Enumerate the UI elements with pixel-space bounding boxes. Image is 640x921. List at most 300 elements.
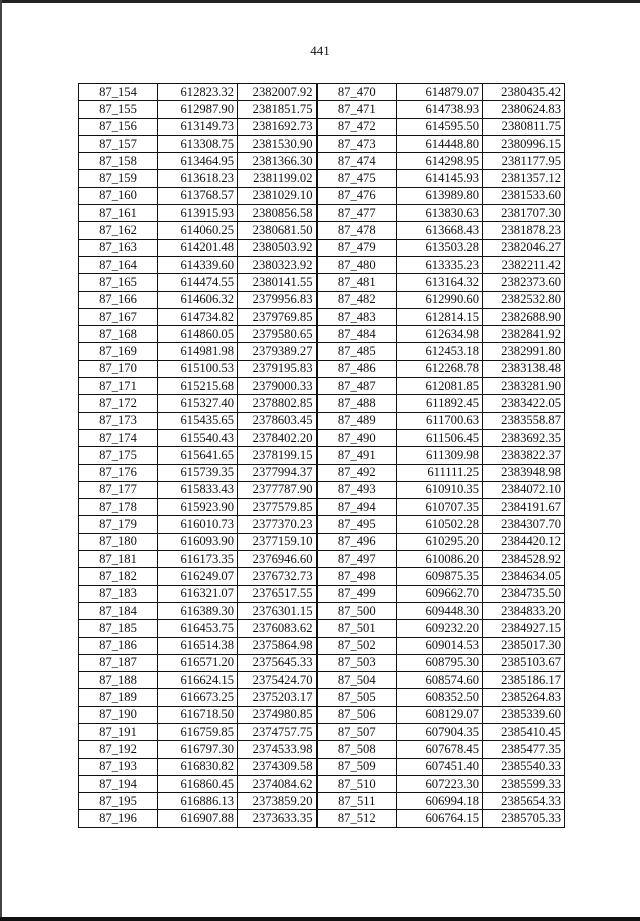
table-row bbox=[79, 499, 565, 516]
point-id-left: 87_170 bbox=[79, 360, 158, 377]
y-coordinate-left: 2377370.23 bbox=[238, 516, 317, 533]
y-coordinate-left: 2375645.33 bbox=[238, 654, 317, 671]
table-row bbox=[79, 153, 565, 170]
table-row bbox=[79, 343, 565, 360]
y-coordinate-left: 2373633.35 bbox=[238, 810, 317, 827]
point-id-right: 87_480 bbox=[317, 256, 397, 273]
point-id-right: 87_506 bbox=[317, 706, 397, 723]
y-coordinate-left: 2380323.92 bbox=[238, 256, 317, 273]
y-coordinate-left: 2378802.85 bbox=[238, 395, 317, 412]
table-row bbox=[79, 187, 565, 204]
point-id-right: 87_486 bbox=[317, 360, 397, 377]
table-row bbox=[79, 395, 565, 412]
table-row bbox=[79, 274, 565, 291]
point-id-left: 87_157 bbox=[79, 135, 158, 152]
x-coordinate-right: 612814.15 bbox=[397, 308, 483, 325]
x-coordinate-right: 607904.35 bbox=[397, 723, 483, 740]
y-coordinate-right: 2382841.92 bbox=[483, 326, 565, 343]
table-row bbox=[79, 481, 565, 498]
y-coordinate-left: 2377787.90 bbox=[238, 481, 317, 498]
y-coordinate-right: 2383948.98 bbox=[483, 464, 565, 481]
point-id-right: 87_490 bbox=[317, 429, 397, 446]
x-coordinate-left: 616673.25 bbox=[158, 689, 238, 706]
point-id-left: 87_190 bbox=[79, 706, 158, 723]
x-coordinate-left: 615100.53 bbox=[158, 360, 238, 377]
point-id-left: 87_154 bbox=[79, 84, 158, 101]
y-coordinate-left: 2374533.98 bbox=[238, 741, 317, 758]
y-coordinate-right: 2381357.12 bbox=[483, 170, 565, 187]
y-coordinate-left: 2376946.60 bbox=[238, 551, 317, 568]
point-id-left: 87_177 bbox=[79, 481, 158, 498]
point-id-right: 87_481 bbox=[317, 274, 397, 291]
table-row bbox=[79, 689, 565, 706]
x-coordinate-right: 608129.07 bbox=[397, 706, 483, 723]
y-coordinate-left: 2378199.15 bbox=[238, 447, 317, 464]
y-coordinate-right: 2380435.42 bbox=[483, 84, 565, 101]
y-coordinate-left: 2379195.83 bbox=[238, 360, 317, 377]
point-id-right: 87_493 bbox=[317, 481, 397, 498]
x-coordinate-left: 614339.60 bbox=[158, 256, 238, 273]
point-id-left: 87_191 bbox=[79, 723, 158, 740]
point-id-left: 87_176 bbox=[79, 464, 158, 481]
point-id-left: 87_193 bbox=[79, 758, 158, 775]
point-id-right: 87_479 bbox=[317, 239, 397, 256]
scan-edge-bottom bbox=[0, 917, 640, 921]
x-coordinate-right: 609875.35 bbox=[397, 568, 483, 585]
x-coordinate-left: 613915.93 bbox=[158, 205, 238, 222]
x-coordinate-left: 614606.32 bbox=[158, 291, 238, 308]
point-id-left: 87_169 bbox=[79, 343, 158, 360]
point-id-right: 87_472 bbox=[317, 118, 397, 135]
x-coordinate-right: 614298.95 bbox=[397, 153, 483, 170]
table-row bbox=[79, 135, 565, 152]
y-coordinate-right: 2383138.48 bbox=[483, 360, 565, 377]
x-coordinate-right: 611892.45 bbox=[397, 395, 483, 412]
table-row bbox=[79, 620, 565, 637]
x-coordinate-right: 614595.50 bbox=[397, 118, 483, 135]
y-coordinate-right: 2382046.27 bbox=[483, 239, 565, 256]
table-row bbox=[79, 723, 565, 740]
y-coordinate-right: 2380624.83 bbox=[483, 101, 565, 118]
x-coordinate-left: 616093.90 bbox=[158, 533, 238, 550]
x-coordinate-left: 612987.90 bbox=[158, 101, 238, 118]
y-coordinate-left: 2377994.37 bbox=[238, 464, 317, 481]
point-id-right: 87_497 bbox=[317, 551, 397, 568]
x-coordinate-right: 612081.85 bbox=[397, 378, 483, 395]
x-coordinate-left: 616797.30 bbox=[158, 741, 238, 758]
x-coordinate-left: 616389.30 bbox=[158, 602, 238, 619]
scan-edge-top bbox=[0, 0, 640, 3]
x-coordinate-left: 615540.43 bbox=[158, 429, 238, 446]
point-id-right: 87_510 bbox=[317, 775, 397, 792]
y-coordinate-right: 2382688.90 bbox=[483, 308, 565, 325]
x-coordinate-right: 613164.32 bbox=[397, 274, 483, 291]
point-id-left: 87_156 bbox=[79, 118, 158, 135]
y-coordinate-left: 2381851.75 bbox=[238, 101, 317, 118]
point-id-right: 87_470 bbox=[317, 84, 397, 101]
x-coordinate-right: 608352.50 bbox=[397, 689, 483, 706]
point-id-right: 87_504 bbox=[317, 672, 397, 689]
x-coordinate-right: 611111.25 bbox=[397, 464, 483, 481]
point-id-right: 87_489 bbox=[317, 412, 397, 429]
y-coordinate-right: 2381177.95 bbox=[483, 153, 565, 170]
y-coordinate-left: 2381366.30 bbox=[238, 153, 317, 170]
x-coordinate-right: 607451.40 bbox=[397, 758, 483, 775]
point-id-left: 87_159 bbox=[79, 170, 158, 187]
y-coordinate-right: 2383822.37 bbox=[483, 447, 565, 464]
y-coordinate-left: 2378402.20 bbox=[238, 429, 317, 446]
x-coordinate-left: 616010.73 bbox=[158, 516, 238, 533]
x-coordinate-right: 613830.63 bbox=[397, 205, 483, 222]
x-coordinate-right: 613503.28 bbox=[397, 239, 483, 256]
x-coordinate-right: 609232.20 bbox=[397, 620, 483, 637]
x-coordinate-left: 614060.25 bbox=[158, 222, 238, 239]
y-coordinate-left: 2381530.90 bbox=[238, 135, 317, 152]
point-id-right: 87_485 bbox=[317, 343, 397, 360]
x-coordinate-left: 614201.48 bbox=[158, 239, 238, 256]
y-coordinate-left: 2373859.20 bbox=[238, 793, 317, 810]
point-id-left: 87_166 bbox=[79, 291, 158, 308]
y-coordinate-right: 2382991.80 bbox=[483, 343, 565, 360]
y-coordinate-right: 2381533.60 bbox=[483, 187, 565, 204]
x-coordinate-left: 615215.68 bbox=[158, 378, 238, 395]
table-row bbox=[79, 585, 565, 602]
y-coordinate-left: 2382007.92 bbox=[238, 84, 317, 101]
x-coordinate-left: 614734.82 bbox=[158, 308, 238, 325]
point-id-left: 87_175 bbox=[79, 447, 158, 464]
point-id-left: 87_184 bbox=[79, 602, 158, 619]
point-id-right: 87_512 bbox=[317, 810, 397, 827]
y-coordinate-right: 2384528.92 bbox=[483, 551, 565, 568]
x-coordinate-right: 614879.07 bbox=[397, 84, 483, 101]
table-row bbox=[79, 84, 565, 101]
point-id-left: 87_174 bbox=[79, 429, 158, 446]
x-coordinate-left: 616886.13 bbox=[158, 793, 238, 810]
x-coordinate-right: 608574.60 bbox=[397, 672, 483, 689]
y-coordinate-right: 2383422.05 bbox=[483, 395, 565, 412]
y-coordinate-right: 2382532.80 bbox=[483, 291, 565, 308]
y-coordinate-left: 2374980.85 bbox=[238, 706, 317, 723]
point-id-right: 87_488 bbox=[317, 395, 397, 412]
y-coordinate-right: 2385017.30 bbox=[483, 637, 565, 654]
y-coordinate-right: 2385103.67 bbox=[483, 654, 565, 671]
x-coordinate-right: 613668.43 bbox=[397, 222, 483, 239]
table-row bbox=[79, 291, 565, 308]
point-id-right: 87_484 bbox=[317, 326, 397, 343]
x-coordinate-right: 610910.35 bbox=[397, 481, 483, 498]
point-id-left: 87_168 bbox=[79, 326, 158, 343]
point-id-right: 87_477 bbox=[317, 205, 397, 222]
y-coordinate-right: 2384735.50 bbox=[483, 585, 565, 602]
point-id-left: 87_196 bbox=[79, 810, 158, 827]
x-coordinate-left: 616571.20 bbox=[158, 654, 238, 671]
y-coordinate-right: 2384420.12 bbox=[483, 533, 565, 550]
y-coordinate-right: 2382211.42 bbox=[483, 256, 565, 273]
y-coordinate-right: 2385264.83 bbox=[483, 689, 565, 706]
table-row bbox=[79, 637, 565, 654]
y-coordinate-right: 2385186.17 bbox=[483, 672, 565, 689]
y-coordinate-left: 2381692.73 bbox=[238, 118, 317, 135]
y-coordinate-left: 2377159.10 bbox=[238, 533, 317, 550]
x-coordinate-right: 610295.20 bbox=[397, 533, 483, 550]
point-id-left: 87_189 bbox=[79, 689, 158, 706]
scan-edge-left bbox=[0, 0, 2, 921]
point-id-left: 87_160 bbox=[79, 187, 158, 204]
point-id-right: 87_499 bbox=[317, 585, 397, 602]
table-row bbox=[79, 464, 565, 481]
x-coordinate-left: 613149.73 bbox=[158, 118, 238, 135]
y-coordinate-left: 2379000.33 bbox=[238, 378, 317, 395]
x-coordinate-right: 609662.70 bbox=[397, 585, 483, 602]
table-row bbox=[79, 758, 565, 775]
point-id-left: 87_163 bbox=[79, 239, 158, 256]
y-coordinate-left: 2379389.27 bbox=[238, 343, 317, 360]
table-row bbox=[79, 516, 565, 533]
x-coordinate-left: 614860.05 bbox=[158, 326, 238, 343]
point-id-left: 87_179 bbox=[79, 516, 158, 533]
point-id-right: 87_474 bbox=[317, 153, 397, 170]
x-coordinate-right: 606764.15 bbox=[397, 810, 483, 827]
point-id-left: 87_161 bbox=[79, 205, 158, 222]
point-id-right: 87_495 bbox=[317, 516, 397, 533]
y-coordinate-left: 2376517.55 bbox=[238, 585, 317, 602]
coordinates-table bbox=[78, 83, 565, 828]
x-coordinate-left: 615435.65 bbox=[158, 412, 238, 429]
point-id-right: 87_498 bbox=[317, 568, 397, 585]
y-coordinate-left: 2380681.50 bbox=[238, 222, 317, 239]
point-id-right: 87_473 bbox=[317, 135, 397, 152]
x-coordinate-left: 612823.32 bbox=[158, 84, 238, 101]
table-row bbox=[79, 118, 565, 135]
y-coordinate-left: 2375864.98 bbox=[238, 637, 317, 654]
table-row bbox=[79, 793, 565, 810]
y-coordinate-right: 2384833.20 bbox=[483, 602, 565, 619]
point-id-right: 87_471 bbox=[317, 101, 397, 118]
x-coordinate-right: 606994.18 bbox=[397, 793, 483, 810]
x-coordinate-right: 611700.63 bbox=[397, 412, 483, 429]
point-id-right: 87_476 bbox=[317, 187, 397, 204]
y-coordinate-left: 2376732.73 bbox=[238, 568, 317, 585]
y-coordinate-left: 2378603.45 bbox=[238, 412, 317, 429]
y-coordinate-right: 2385339.60 bbox=[483, 706, 565, 723]
y-coordinate-right: 2381707.30 bbox=[483, 205, 565, 222]
x-coordinate-left: 616173.35 bbox=[158, 551, 238, 568]
x-coordinate-right: 610707.35 bbox=[397, 499, 483, 516]
point-id-left: 87_165 bbox=[79, 274, 158, 291]
y-coordinate-right: 2383558.87 bbox=[483, 412, 565, 429]
point-id-right: 87_505 bbox=[317, 689, 397, 706]
point-id-left: 87_178 bbox=[79, 499, 158, 516]
table-row bbox=[79, 239, 565, 256]
y-coordinate-right: 2384927.15 bbox=[483, 620, 565, 637]
x-coordinate-right: 612634.98 bbox=[397, 326, 483, 343]
x-coordinate-right: 611506.45 bbox=[397, 429, 483, 446]
table-row bbox=[79, 706, 565, 723]
x-coordinate-left: 616907.88 bbox=[158, 810, 238, 827]
y-coordinate-right: 2382373.60 bbox=[483, 274, 565, 291]
point-id-left: 87_185 bbox=[79, 620, 158, 637]
point-id-right: 87_508 bbox=[317, 741, 397, 758]
y-coordinate-right: 2384307.70 bbox=[483, 516, 565, 533]
x-coordinate-right: 609448.30 bbox=[397, 602, 483, 619]
x-coordinate-right: 613989.80 bbox=[397, 187, 483, 204]
table-row bbox=[79, 378, 565, 395]
x-coordinate-left: 615833.43 bbox=[158, 481, 238, 498]
page-number: 441 bbox=[310, 43, 330, 58]
x-coordinate-right: 612453.18 bbox=[397, 343, 483, 360]
table-row bbox=[79, 308, 565, 325]
y-coordinate-left: 2374084.62 bbox=[238, 775, 317, 792]
point-id-left: 87_181 bbox=[79, 551, 158, 568]
table-row bbox=[79, 568, 565, 585]
y-coordinate-right: 2385599.33 bbox=[483, 775, 565, 792]
point-id-right: 87_475 bbox=[317, 170, 397, 187]
x-coordinate-right: 613335.23 bbox=[397, 256, 483, 273]
table-row bbox=[79, 326, 565, 343]
y-coordinate-right: 2385410.45 bbox=[483, 723, 565, 740]
y-coordinate-left: 2374757.75 bbox=[238, 723, 317, 740]
y-coordinate-left: 2379580.65 bbox=[238, 326, 317, 343]
table-row bbox=[79, 741, 565, 758]
x-coordinate-left: 615923.90 bbox=[158, 499, 238, 516]
y-coordinate-left: 2380503.92 bbox=[238, 239, 317, 256]
table-row bbox=[79, 412, 565, 429]
point-id-left: 87_173 bbox=[79, 412, 158, 429]
y-coordinate-left: 2379956.83 bbox=[238, 291, 317, 308]
x-coordinate-left: 615327.40 bbox=[158, 395, 238, 412]
point-id-right: 87_492 bbox=[317, 464, 397, 481]
y-coordinate-right: 2384191.67 bbox=[483, 499, 565, 516]
point-id-left: 87_162 bbox=[79, 222, 158, 239]
y-coordinate-right: 2384634.05 bbox=[483, 568, 565, 585]
point-id-left: 87_180 bbox=[79, 533, 158, 550]
y-coordinate-right: 2381878.23 bbox=[483, 222, 565, 239]
table-row bbox=[79, 429, 565, 446]
y-coordinate-right: 2385654.33 bbox=[483, 793, 565, 810]
x-coordinate-left: 614474.55 bbox=[158, 274, 238, 291]
x-coordinate-left: 616321.07 bbox=[158, 585, 238, 602]
table-row bbox=[79, 810, 565, 827]
x-coordinate-right: 610502.28 bbox=[397, 516, 483, 533]
point-id-right: 87_507 bbox=[317, 723, 397, 740]
x-coordinate-right: 609014.53 bbox=[397, 637, 483, 654]
x-coordinate-right: 610086.20 bbox=[397, 551, 483, 568]
y-coordinate-right: 2383692.35 bbox=[483, 429, 565, 446]
coordinates-table-body bbox=[79, 84, 565, 828]
y-coordinate-left: 2381029.10 bbox=[238, 187, 317, 204]
table-row bbox=[79, 101, 565, 118]
point-id-left: 87_171 bbox=[79, 378, 158, 395]
y-coordinate-left: 2379769.85 bbox=[238, 308, 317, 325]
x-coordinate-right: 614738.93 bbox=[397, 101, 483, 118]
point-id-left: 87_195 bbox=[79, 793, 158, 810]
x-coordinate-right: 607223.30 bbox=[397, 775, 483, 792]
point-id-left: 87_182 bbox=[79, 568, 158, 585]
x-coordinate-right: 612990.60 bbox=[397, 291, 483, 308]
table-row bbox=[79, 672, 565, 689]
table-row bbox=[79, 533, 565, 550]
point-id-right: 87_478 bbox=[317, 222, 397, 239]
table-row bbox=[79, 602, 565, 619]
y-coordinate-left: 2380141.55 bbox=[238, 274, 317, 291]
table-row bbox=[79, 447, 565, 464]
x-coordinate-left: 614981.98 bbox=[158, 343, 238, 360]
x-coordinate-right: 607678.45 bbox=[397, 741, 483, 758]
x-coordinate-right: 614448.80 bbox=[397, 135, 483, 152]
x-coordinate-right: 611309.98 bbox=[397, 447, 483, 464]
y-coordinate-right: 2384072.10 bbox=[483, 481, 565, 498]
x-coordinate-left: 616624.15 bbox=[158, 672, 238, 689]
table-row bbox=[79, 205, 565, 222]
point-id-left: 87_192 bbox=[79, 741, 158, 758]
x-coordinate-left: 615641.65 bbox=[158, 447, 238, 464]
point-id-left: 87_187 bbox=[79, 654, 158, 671]
x-coordinate-left: 613464.95 bbox=[158, 153, 238, 170]
x-coordinate-left: 616759.85 bbox=[158, 723, 238, 740]
table-row bbox=[79, 256, 565, 273]
y-coordinate-right: 2383281.90 bbox=[483, 378, 565, 395]
x-coordinate-left: 613308.75 bbox=[158, 135, 238, 152]
y-coordinate-right: 2385705.33 bbox=[483, 810, 565, 827]
y-coordinate-left: 2375424.70 bbox=[238, 672, 317, 689]
point-id-right: 87_500 bbox=[317, 602, 397, 619]
point-id-left: 87_172 bbox=[79, 395, 158, 412]
point-id-left: 87_158 bbox=[79, 153, 158, 170]
y-coordinate-right: 2385477.35 bbox=[483, 741, 565, 758]
x-coordinate-left: 616830.82 bbox=[158, 758, 238, 775]
x-coordinate-left: 616860.45 bbox=[158, 775, 238, 792]
point-id-right: 87_494 bbox=[317, 499, 397, 516]
x-coordinate-left: 613768.57 bbox=[158, 187, 238, 204]
point-id-left: 87_186 bbox=[79, 637, 158, 654]
x-coordinate-left: 613618.23 bbox=[158, 170, 238, 187]
point-id-right: 87_511 bbox=[317, 793, 397, 810]
y-coordinate-right: 2380996.15 bbox=[483, 135, 565, 152]
x-coordinate-right: 612268.78 bbox=[397, 360, 483, 377]
point-id-right: 87_503 bbox=[317, 654, 397, 671]
table-row bbox=[79, 775, 565, 792]
point-id-right: 87_501 bbox=[317, 620, 397, 637]
x-coordinate-right: 614145.93 bbox=[397, 170, 483, 187]
point-id-right: 87_491 bbox=[317, 447, 397, 464]
table-row bbox=[79, 222, 565, 239]
x-coordinate-left: 615739.35 bbox=[158, 464, 238, 481]
y-coordinate-left: 2375203.17 bbox=[238, 689, 317, 706]
y-coordinate-left: 2376083.62 bbox=[238, 620, 317, 637]
point-id-left: 87_183 bbox=[79, 585, 158, 602]
x-coordinate-right: 608795.30 bbox=[397, 654, 483, 671]
table-row bbox=[79, 551, 565, 568]
y-coordinate-right: 2380811.75 bbox=[483, 118, 565, 135]
point-id-right: 87_483 bbox=[317, 308, 397, 325]
point-id-right: 87_487 bbox=[317, 378, 397, 395]
x-coordinate-left: 616718.50 bbox=[158, 706, 238, 723]
y-coordinate-left: 2381199.02 bbox=[238, 170, 317, 187]
x-coordinate-left: 616514.38 bbox=[158, 637, 238, 654]
y-coordinate-left: 2377579.85 bbox=[238, 499, 317, 516]
x-coordinate-left: 616249.07 bbox=[158, 568, 238, 585]
table-row bbox=[79, 170, 565, 187]
point-id-left: 87_194 bbox=[79, 775, 158, 792]
x-coordinate-left: 616453.75 bbox=[158, 620, 238, 637]
point-id-right: 87_496 bbox=[317, 533, 397, 550]
point-id-left: 87_188 bbox=[79, 672, 158, 689]
point-id-left: 87_164 bbox=[79, 256, 158, 273]
y-coordinate-left: 2374309.58 bbox=[238, 758, 317, 775]
point-id-left: 87_155 bbox=[79, 101, 158, 118]
table-row bbox=[79, 654, 565, 671]
point-id-right: 87_502 bbox=[317, 637, 397, 654]
